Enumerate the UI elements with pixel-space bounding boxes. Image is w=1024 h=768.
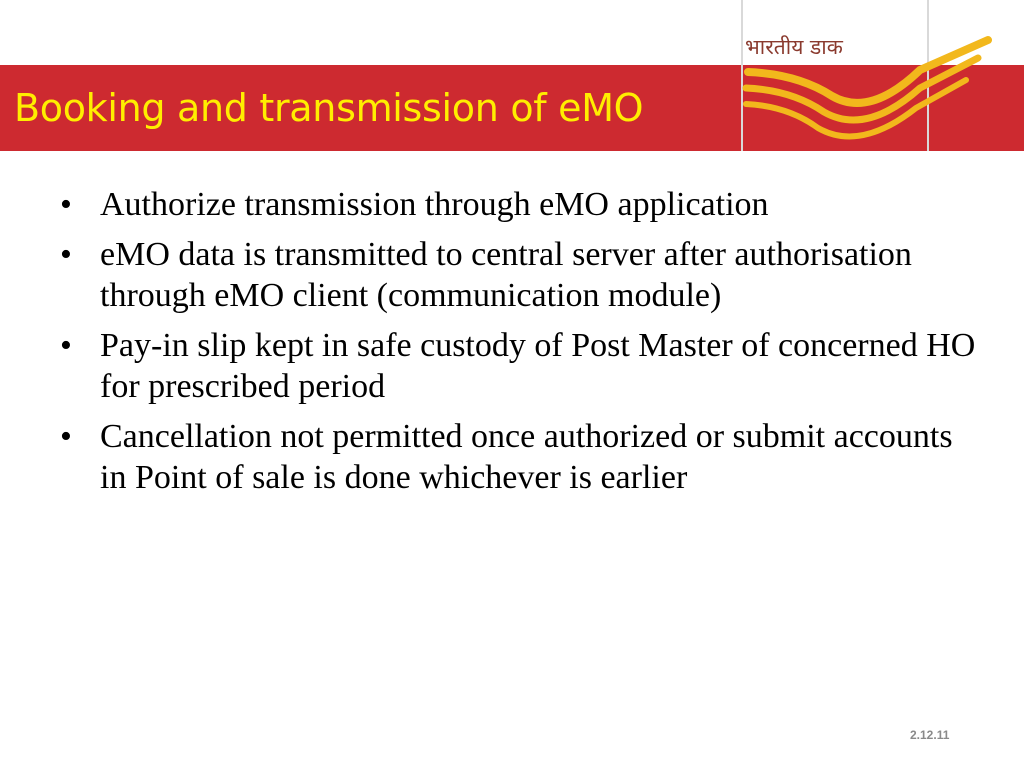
bullet-dot-icon: • [60, 327, 72, 364]
logo-text: भारतीय डाक [745, 35, 843, 59]
bullet-list [60, 184, 980, 507]
footer-date: 2.12.11 [910, 728, 950, 742]
bullet-item [60, 416, 980, 498]
slide-title: Booking and transmission of eMO [14, 86, 644, 130]
bullet-text: eMO data is transmitted to central server after authorisation through eMO client (communication module) [100, 236, 912, 314]
bullet-text: Authorize transmission through eMO application [100, 186, 769, 223]
bullet-dot-icon: • [60, 418, 72, 455]
india-post-logo-icon [720, 0, 1024, 151]
bullet-item [60, 234, 980, 316]
bullet-dot-icon: • [60, 186, 72, 223]
bullet-item [60, 325, 980, 407]
bullet-dot-icon: • [60, 236, 72, 273]
bullet-text: Pay-in slip kept in safe custody of Post Master of concerned HO for prescribed period [100, 327, 976, 405]
bullet-text: Cancellation not permitted once authorized or submit accounts in Point of sale is done whichever is earlier [100, 418, 953, 496]
bullet-item [60, 184, 980, 225]
